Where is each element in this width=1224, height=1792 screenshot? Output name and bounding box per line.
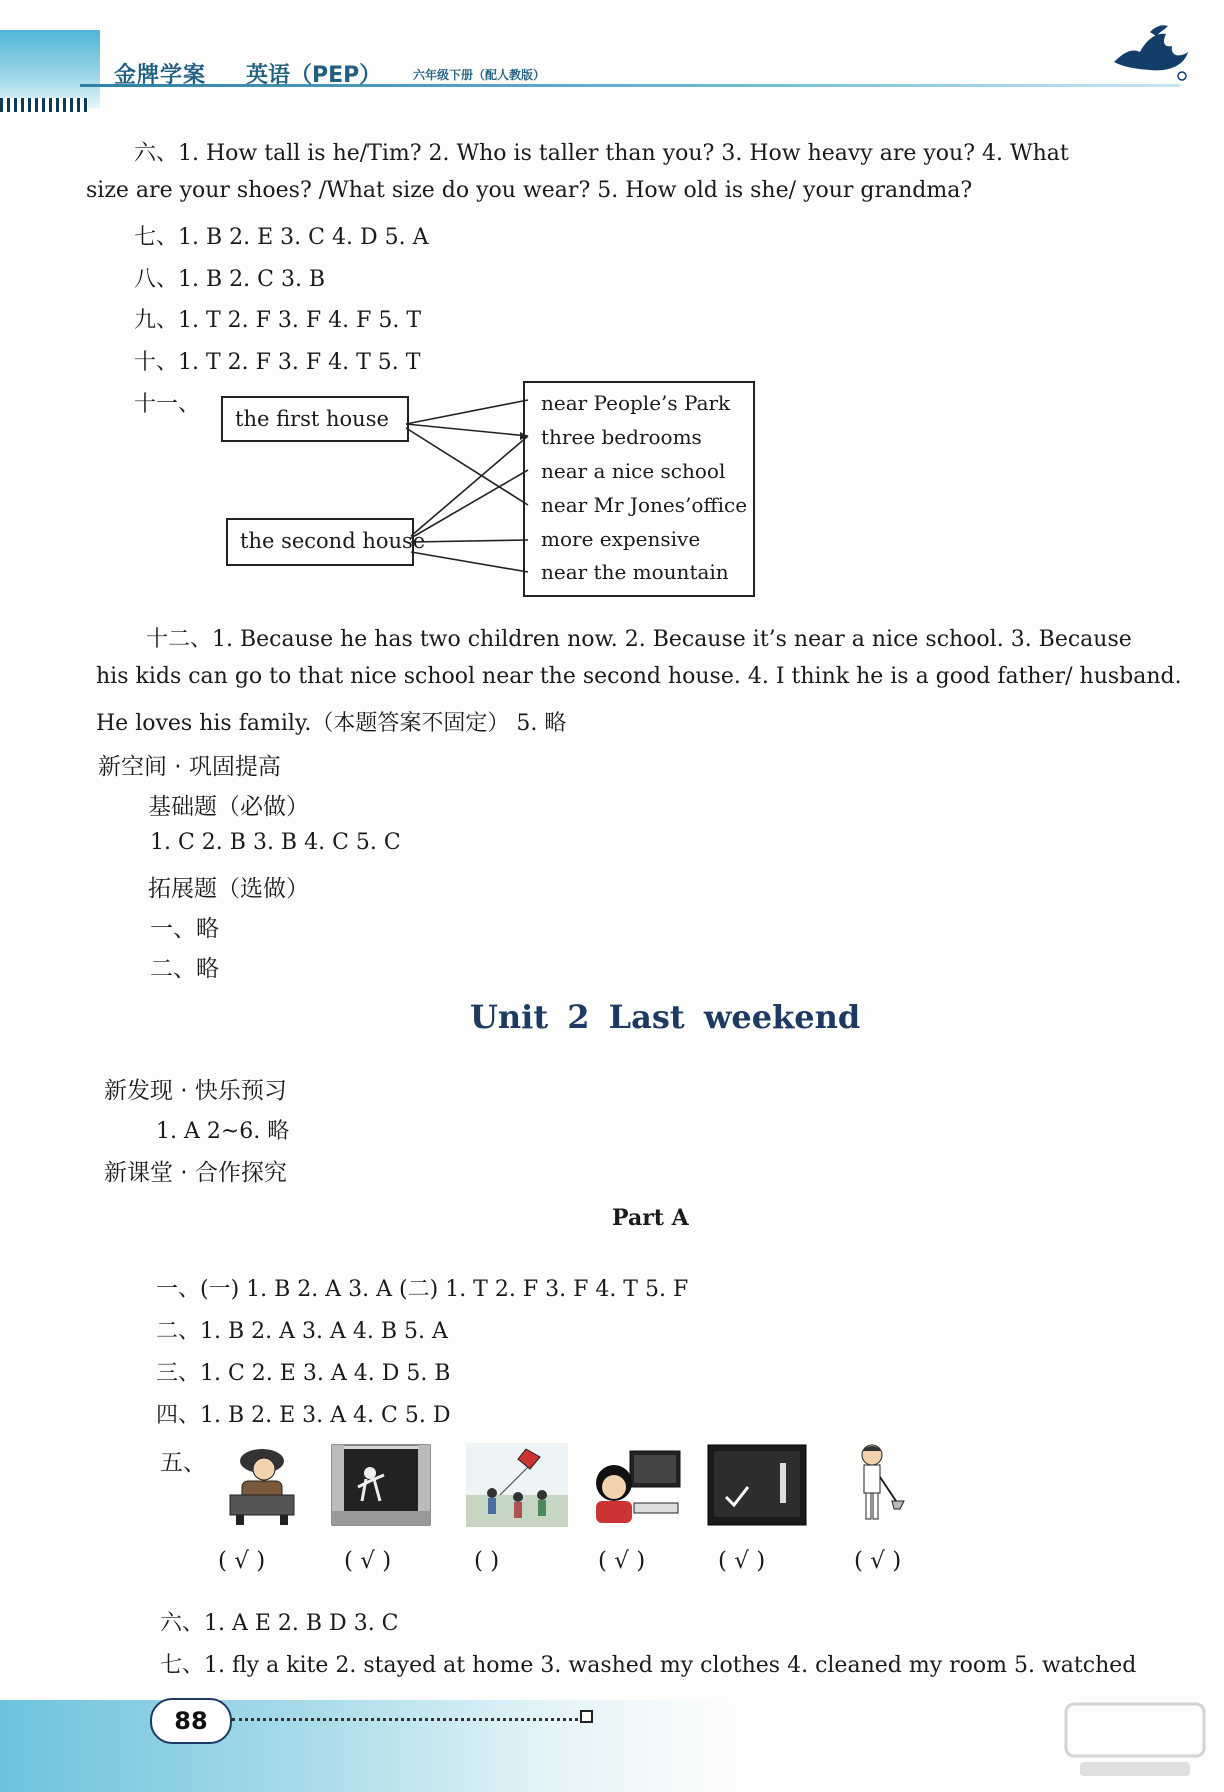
check-mark: ( √ ) (344, 1548, 392, 1574)
page-header (0, 0, 1224, 110)
pictures-label: 五、 (160, 1450, 206, 1476)
match-line (406, 424, 528, 436)
answer-line-12b: his kids can go to that nice school near the second house. 4. I think he is a good father/ husband. (96, 664, 1182, 689)
feature-option: near People’s Park (541, 391, 731, 415)
matching-number: 十一、 (134, 392, 201, 417)
tv-screen-picture (706, 1443, 808, 1527)
extension-label: 拓展题（选做） (148, 876, 309, 902)
kite-flying-picture (466, 1443, 568, 1527)
basic-label: 基础题（必做） (148, 794, 309, 820)
footer-dotted-rule (232, 1718, 578, 1721)
match-line (411, 552, 528, 572)
match-line (411, 540, 528, 542)
wave-ornament-icon (1110, 22, 1192, 84)
extension-item: 一、略 (150, 916, 219, 942)
first-house-label: the first house (235, 407, 389, 431)
unit-title: Unit 2 Last weekend (470, 998, 861, 1036)
answer-line-9: 九、1. T 2. F 3. F 4. F 5. T (134, 308, 422, 333)
second-house-label: the second house (240, 529, 426, 553)
basic-answers: 1. C 2. B 3. B 4. C 5. C (150, 830, 401, 855)
stage-show-picture (330, 1443, 432, 1527)
answer-line-6-part-a: 六、1. A E 2. B D 3. C (160, 1611, 399, 1636)
check-mark: ( ) (474, 1548, 500, 1574)
first-house-box (221, 396, 409, 442)
answer-line-7-part-a: 七、1. fly a kite 2. stayed at home 3. washed my clothes 4. cleaned my room 5. watched (160, 1653, 1137, 1678)
part-a-line-3: 三、1. C 2. E 3. A 4. D 5. B (156, 1361, 451, 1386)
watermark-logo-icon (1060, 1698, 1210, 1786)
header-stripe-pattern (0, 98, 88, 112)
check-mark: ( √ ) (854, 1548, 902, 1574)
girl-at-computer-picture (586, 1443, 688, 1527)
footer-square-icon (580, 1710, 593, 1723)
answer-line-12c: He loves his family.（本题答案不固定） 5. 略 (96, 711, 567, 736)
feature-option: three bedrooms (541, 425, 702, 449)
boy-sweeping-picture (836, 1443, 938, 1527)
consolidation-heading: 新空间 · 巩固提高 (98, 754, 281, 780)
check-mark: ( √ ) (218, 1548, 266, 1574)
answer-line-10: 十、1. T 2. F 3. F 4. T 5. T (134, 350, 421, 375)
match-line (406, 428, 528, 505)
second-house-box (226, 518, 426, 566)
answer-line-8: 八、1. B 2. C 3. B (134, 267, 326, 292)
part-a-line-2: 二、1. B 2. A 3. A 4. B 5. A (156, 1319, 448, 1344)
grade-note: 六年级下册（配人教版） (413, 68, 546, 82)
feature-option: near the mountain (541, 560, 729, 584)
series-title: 金牌学案 (114, 63, 207, 88)
extension-item: 二、略 (150, 956, 219, 982)
preview-answers: 1. A 2~6. 略 (156, 1119, 290, 1144)
page-number: 88 (150, 1698, 232, 1744)
preview-heading: 新发现 · 快乐预习 (104, 1078, 287, 1104)
class-heading: 新课堂 · 合作探究 (104, 1160, 287, 1186)
match-line (411, 436, 528, 536)
answer-line-12a: 十二、1. Because he has two children now. 2. Because it’s near a nice school. 3. Because (146, 627, 1132, 652)
feature-option: near a nice school (541, 459, 726, 483)
subject-title: 英语（PEP） (246, 63, 382, 88)
person-cooking-picture (212, 1443, 314, 1527)
part-a-line-4: 四、1. B 2. E 3. A 4. C 5. D (156, 1403, 451, 1428)
features-box (523, 381, 755, 597)
answer-line-6b: size are your shoes? /What size do you wear? 5. How old is she/ your grandma? (86, 178, 973, 203)
answer-line-7: 七、1. B 2. E 3. C 4. D 5. A (134, 225, 429, 250)
feature-option: near Mr Jones’office (541, 493, 748, 517)
match-line (406, 400, 528, 424)
header-color-bar (0, 30, 100, 108)
header-rule (80, 84, 1180, 87)
answer-line-6a: 六、1. How tall is he/Tim? 2. Who is taller than you? 3. How heavy are you? 4. What (134, 141, 1069, 166)
part-title: Part A (612, 1205, 689, 1231)
match-line (411, 470, 528, 538)
part-a-line-1: 一、(一) 1. B 2. A 3. A (二) 1. T 2. F 3. F 4. T 5. F (156, 1277, 689, 1302)
check-mark: ( √ ) (598, 1548, 646, 1574)
check-mark: ( √ ) (718, 1548, 766, 1574)
feature-option: more expensive (541, 527, 701, 551)
